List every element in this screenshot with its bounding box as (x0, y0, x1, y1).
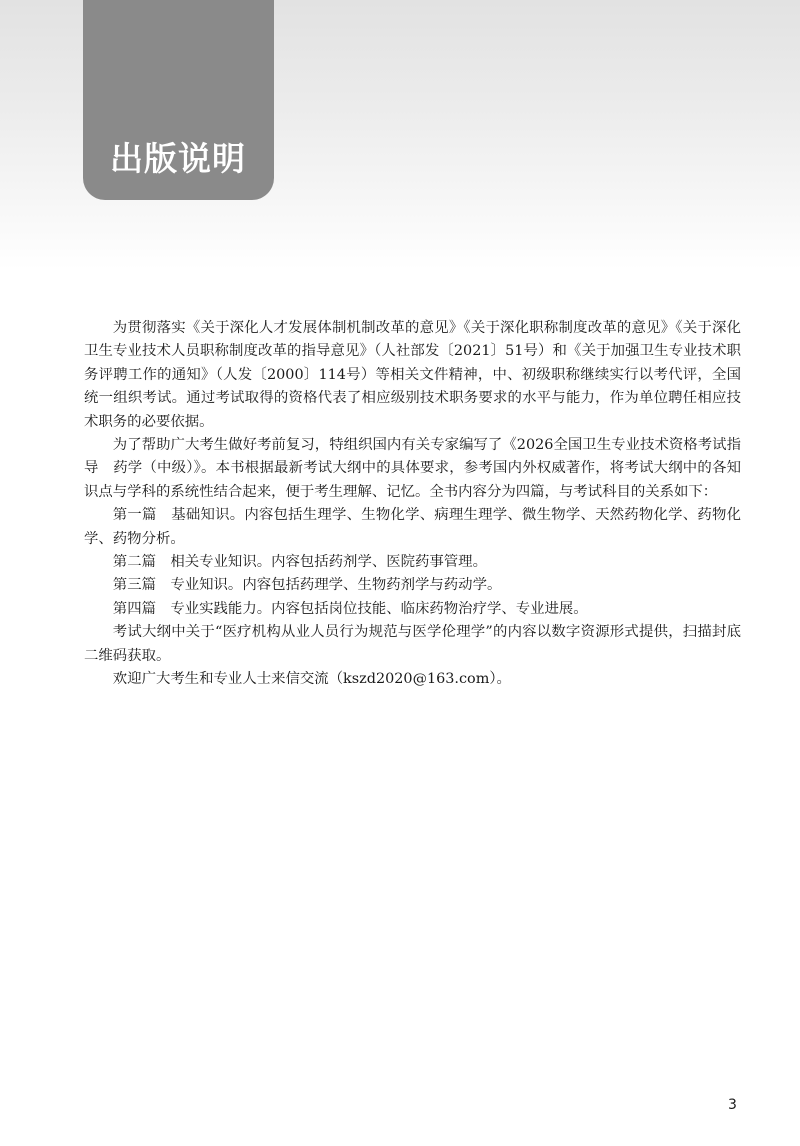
paragraph: 为贯彻落实《关于深化人才发展体制机制改革的意见》《关于深化职称制度改革的意见》《关于深化卫生专业技术人员职称制度改革的指导意见》（人社部发〔2021〕51号）和《关于加强卫生专业技术职务评聘工作的通知》（人发〔2000〕114号）等相关文件精神，中、初级职称继续实行以考代评，全国统一组织考试。通过考试取得的资格代表了相应级别技术职务要求的水平与能力，作为单位聘任相应技术职务的必要依据。 (84, 320, 741, 430)
paragraph: 第二篇 相关专业知识。内容包括药剂学、医院药事管理。 (112, 554, 487, 571)
paragraph: 第一篇 基础知识。内容包括生理学、生物化学、病理生理学、微生物学、天然药物化学、药物化学、药物分析。 (84, 507, 741, 547)
paragraph: 第四篇 专业实践能力。内容包括岗位技能、临床药物治疗学、专业进展。 (112, 600, 588, 617)
body-text (84, 317, 741, 692)
section-title-tab (83, 0, 274, 200)
paragraph: 考试大纲中关于“医疗机构从业人员行为规范与医学伦理学”的内容以数字资源形式提供，扫描封底二维码获取。 (84, 624, 741, 664)
paragraph: 第三篇 专业知识。内容包括药理学、生物药剂学与药动学。 (112, 577, 502, 594)
page-number: 3 (728, 1097, 737, 1113)
paragraph: 为了帮助广大考生做好考前复习，特组织国内有关专家编写了《2026全国卫生专业技术资格考试指导 药学（中级）》。本书根据最新考试大纲中的具体要求，参考国内外权威著作，将考试大纲中的各知识点与学科的系统性结合起来，便于考生理解、记忆。全书内容分为四篇，与考试科目的关系如下： (84, 437, 741, 500)
page-title: 出版说明 (110, 139, 246, 178)
paragraph: 欢迎广大考生和专业人士来信交流（kszd2020@163.com）。 (112, 671, 511, 688)
